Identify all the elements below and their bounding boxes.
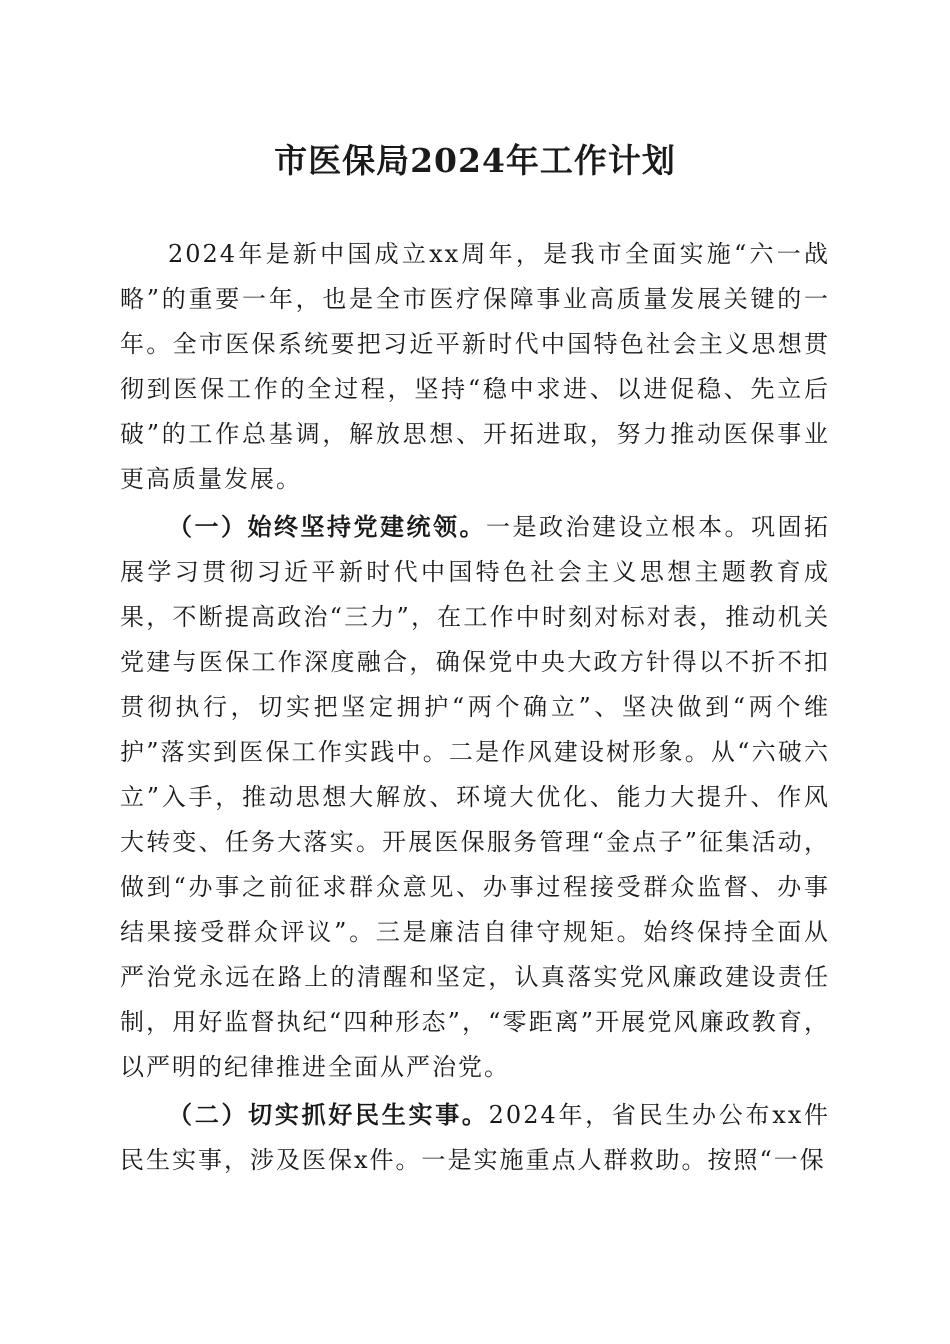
section-paragraph-1 [120, 504, 830, 1090]
section-heading-2: （二）切实抓好民生实事。 [168, 1100, 489, 1129]
section-paragraph-2 [120, 1092, 830, 1183]
section-heading-1: （一）始终坚持党建统领。 [168, 512, 486, 541]
section-body-2: 2024年，省民生办公布xx件民生实事，涉及医保x件。一是实施重点人群救助。按照“一保 [120, 1101, 831, 1174]
document-title: 市医保局2024年工作计划 [274, 141, 676, 180]
document-body [120, 232, 830, 1183]
intro-paragraph: 2024年是新中国成立xx周年，是我市全面实施“六一战略”的重要一年，也是全市医疗保障事业高质量发展关键的一年。全市医保系统要把习近平新时代中国特色社会主义思想贯彻到医保工作的全过程，坚持“稳中求进、以进促稳、先立后破”的工作总基调，解放思想、开拓进取，努力推动医保事业更高质量发展。 [120, 240, 830, 493]
section-body-1: 一是政治建设立根本。巩固拓展学习贯彻习近平新时代中国特色社会主义思想主题教育成果，不断提高政治“三力”，在工作中时刻对标对表，推动机关党建与医保工作深度融合，确保党中央大政方针得以不折不扣贯彻执行，切实把坚定拥护“两个确立”、坚决做到“两个维护”落实到医保工作实践中。二是作风建设树形象。从“六破六立”入手，推动思想大解放、环境大优化、能力大提升、作风大转变、任务大落实。开展医保服务管理“金点子”征集活动，做到“办事之前征求群众意见、办事过程接受群众监督、办事结果接受群众评议”。三是廉洁自律守规矩。始终保持全面从严治党永远在路上的清醒和坚定，认真落实党风廉政建设责任制，用好监督执纪“四种形态”，“零距离”开展党风廉政教育，以严明的纪律推进全面从严治党。 [120, 513, 830, 1081]
